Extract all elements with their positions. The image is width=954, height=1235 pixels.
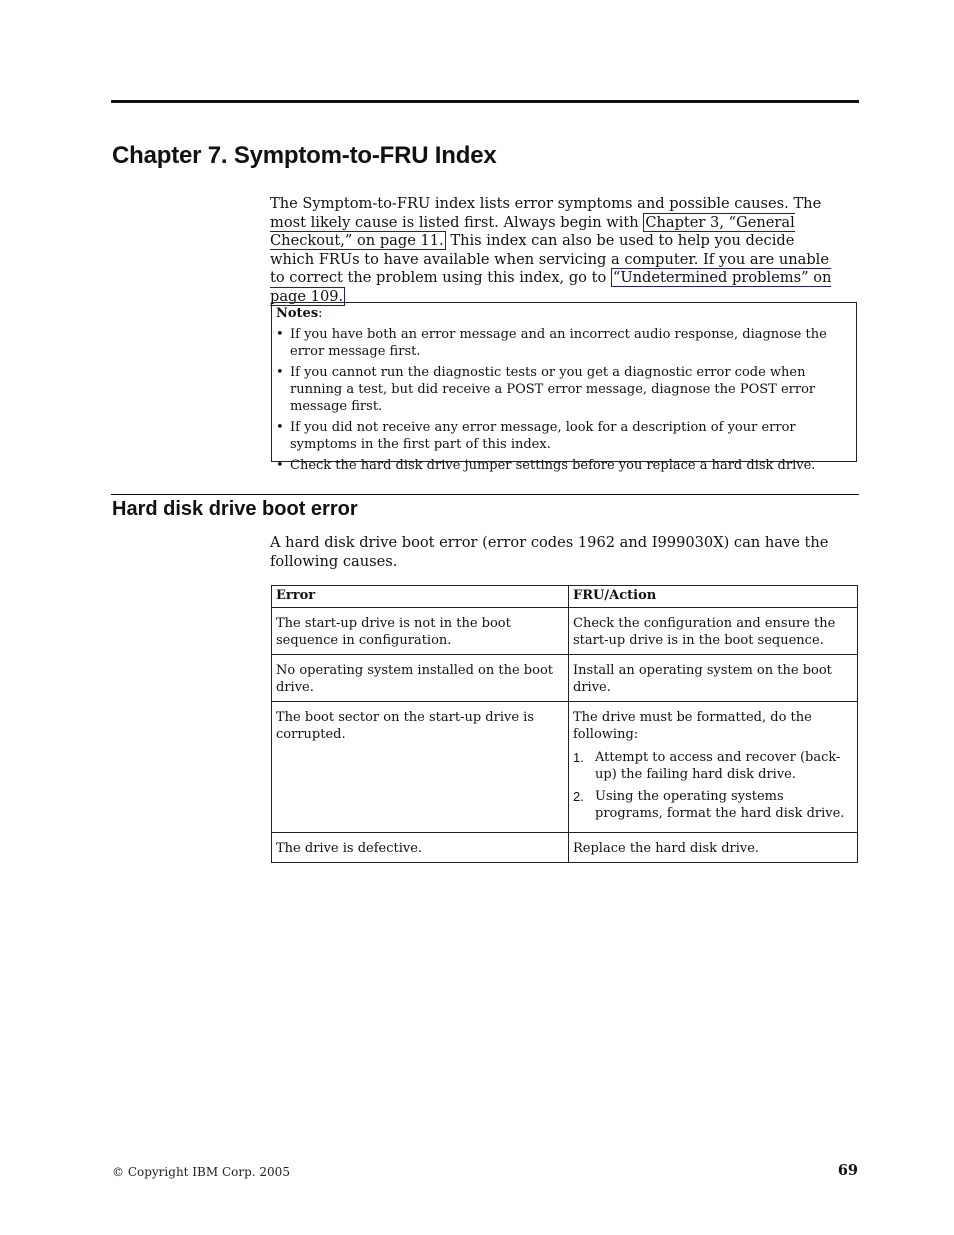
table-row	[272, 702, 858, 833]
action-cell: Check the configuration and ensure the start-up drive is in the boot sequence.	[569, 608, 858, 655]
action-step: 2. Using the operating systems programs, format the hard disk drive.	[573, 789, 845, 821]
error-cell: The boot sector on the start-up drive is corrupted.	[272, 702, 569, 833]
bullet-icon: •	[276, 365, 284, 380]
link-general-checkout[interactable]: Chapter 3, “General Checkout,” on page 11.	[270, 213, 795, 250]
top-rule	[111, 100, 859, 103]
bullet-icon: •	[276, 327, 284, 342]
action-cell	[569, 702, 858, 833]
error-cell: No operating system installed on the boot drive.	[272, 655, 569, 702]
intro-text-2: This index can also be used to help you decide which FRUs to have available when servicing a computer. If you are unable to correct the problem using this index, go to	[270, 232, 829, 287]
notes-list	[276, 326, 850, 474]
action-steps	[573, 749, 851, 822]
notes-label: Notes:	[276, 306, 323, 321]
note-item: • If you did not receive any error message, look for a description of your error symptoms in the first part of this index.	[276, 420, 796, 452]
table-row	[272, 608, 858, 655]
bullet-icon: •	[276, 420, 284, 435]
footer-copyright: © Copyright IBM Corp. 2005	[112, 1165, 290, 1179]
action-cell: Replace the hard disk drive.	[569, 833, 858, 863]
table-header-row	[272, 586, 858, 608]
section-title: Hard disk drive boot error	[112, 498, 358, 520]
note-item: • If you cannot run the diagnostic tests or you get a diagnostic error code when running a test, but did receive a POST error message, diagnose the POST error message first.	[276, 365, 816, 414]
section-intro: A hard disk drive boot error (error codes 1962 and I999030X) can have the following causes.	[270, 534, 829, 570]
header-error: Error	[272, 586, 569, 608]
action-step: 1. Attempt to access and recover (back-up) the failing hard disk drive.	[573, 750, 841, 782]
link-undetermined-problems[interactable]: “Undetermined problems” on page 109.	[270, 269, 832, 305]
error-cell: The drive is defective.	[272, 833, 569, 863]
error-cell: The start-up drive is not in the boot sequence in configuration.	[272, 608, 569, 655]
intro-paragraph	[270, 195, 838, 307]
action-text: The drive must be formatted, do the following:	[573, 710, 812, 742]
chapter-title: Chapter 7. Symptom-to-FRU Index	[112, 142, 497, 169]
error-table	[271, 585, 858, 863]
note-item: • If you have both an error message and an incorrect audio response, diagnose the error message first.	[276, 327, 827, 359]
notes-box	[271, 302, 857, 473]
intro-text-1: The Symptom-to-FRU index lists error symptoms and possible causes. The most likely cause is listed first. Always begin with	[270, 195, 822, 231]
header-fru-action: FRU/Action	[569, 586, 858, 608]
page-number: 69	[837, 1162, 858, 1179]
table-row	[272, 655, 858, 702]
action-cell: Install an operating system on the boot drive.	[569, 655, 858, 702]
table-row	[272, 833, 858, 863]
note-item: • Check the hard disk drive jumper settings before you replace a hard disk drive.	[276, 458, 816, 473]
bullet-icon: •	[276, 458, 284, 473]
section-rule	[111, 494, 859, 495]
